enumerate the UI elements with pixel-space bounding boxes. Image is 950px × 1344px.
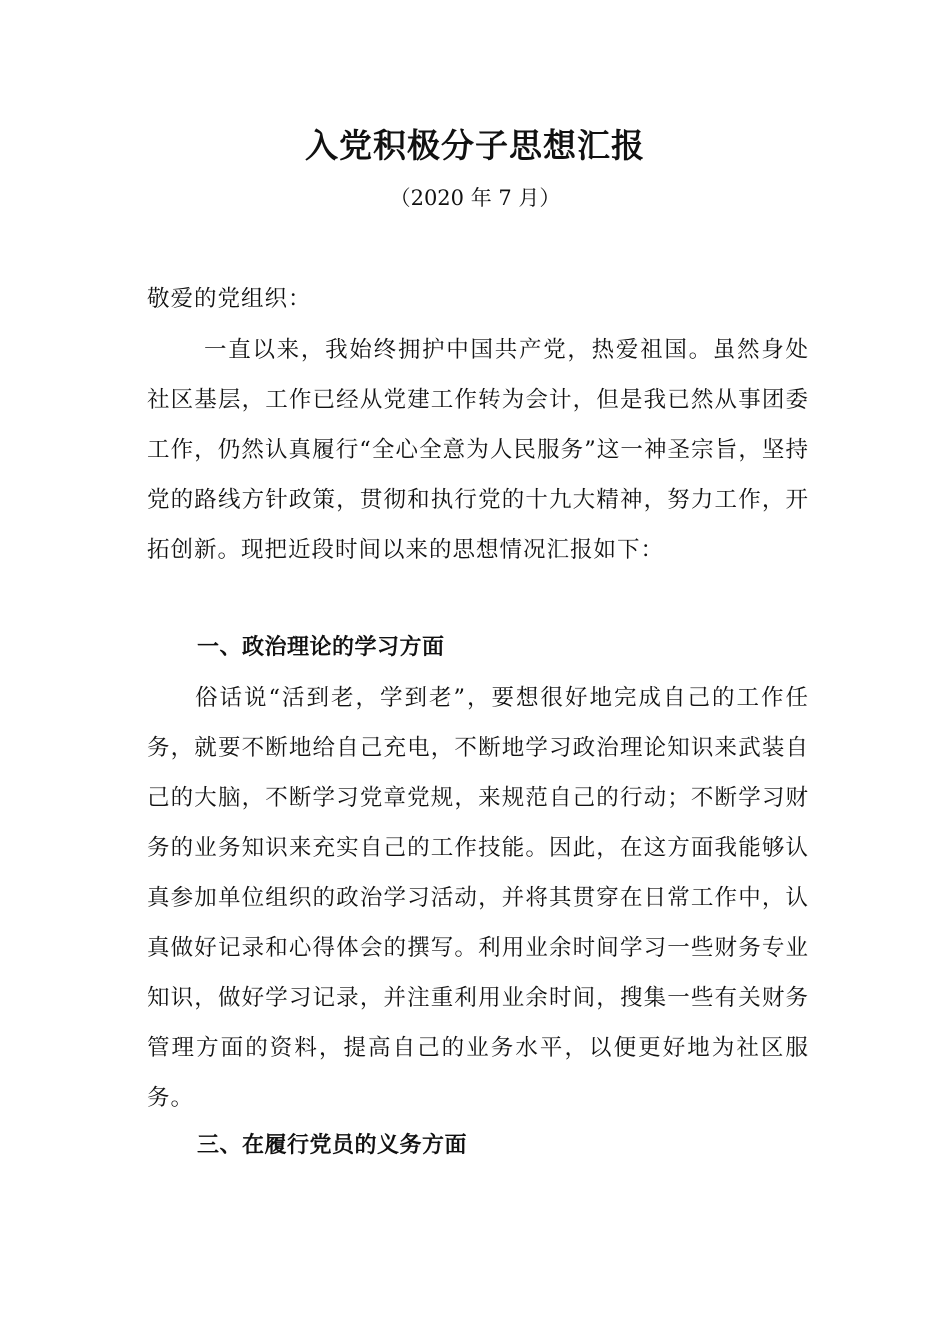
paragraph-political-study: 俗话说“活到老，学到老”，要想很好地完成自己的工作任务，就要不断地给自己充电，不断地学习政治理论知识来武装自己的大脑，不断学习党章党规，来规范自己的行动；不断学习财务的业务知识来充实自己的工作技能。因此，在这方面我能够认真参加单位组织的政治学习活动，并将其贯穿在日常工作中，认真做好记录和心得体会的撰写。利用业余时间学习一些财务专业知识，做好学习记录，并注重利用业余时间，搜集一些有关财务管理方面的资料，提高自己的业务水平，以便更好地为社区服务。 bbox=[147, 685, 809, 1111]
document-title: 入党积极分子思想汇报 bbox=[305, 126, 645, 165]
salutation: 敬爱的党组织： bbox=[147, 286, 312, 312]
section-heading-political-study: 一、政治理论的学习方面 bbox=[197, 635, 445, 660]
paragraph-intro: 一直以来，我始终拥护中国共产党，热爱祖国。虽然身处社区基层，工作已经从党建工作转为会计，但是我已然从事团委工作，仍然认真履行“全心全意为人民服务”这一神圣宗旨，坚持党的路线方针政策，贯彻和执行党的十九大精神，努力工作，开拓创新。现把近段时间以来的思想情况汇报如下： bbox=[147, 337, 809, 563]
section-heading-party-duties: 三、在履行党员的义务方面 bbox=[197, 1133, 468, 1158]
document-date: （2020 年 7 月） bbox=[389, 186, 561, 210]
